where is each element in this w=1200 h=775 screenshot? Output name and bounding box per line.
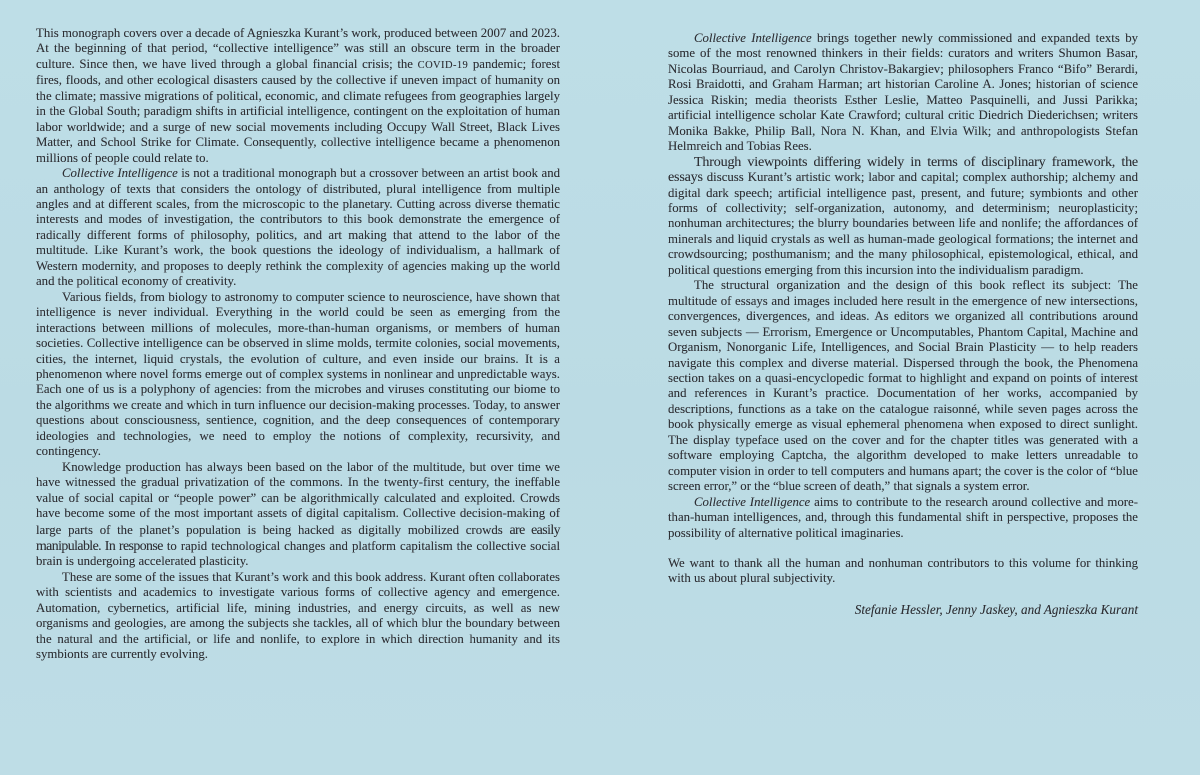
text-run: The structural organization and the design of this book reflect its subject: The multitude of essays and images included here result in the emergence of new intersections, convergences, divergences, and ideas. As editors we organized all contributions around seven subjects — Errorism, Emergence or Uncomputables, Phantom Capital, Machine and Organism, Nonorganic Life, Intelligences, and Social Brain Plasticity — to help readers navigate this complex and diverse material. Dispersed through the book, the Phenomena section takes on a quasi-encyclopedic format to highlight and expand on points of interest and references in Kurant’s practice. Documentation of her works, accompanied by descriptions, functions as a take on the catalogue raisonné, while seven pages across the book physically emerge as visual ephemeral phenomena when exposed to direct sunlight. The display typeface used on the cover and for the chapter titles was generated with a software employing Captcha, the algorithm developed to make letters unreadable to computer vision in order to tell computers and humans apart; the cover is the color of “blue screen error,” or the “blue screen of death,” that signals a system error.	[668, 278, 1138, 494]
text-run: This monograph covers over a decade of Agnieszka Kurant’s work, produced between 2007 and 2023. At the beginning of that period, “collective intelligence” was still an obscure term in the broader culture. Since then, we have lived through a global financial crisis; the	[36, 26, 560, 71]
paragraph-knowledge-production	[36, 460, 560, 570]
paragraph-kurant-issues	[36, 570, 560, 663]
paragraph-various-fields	[36, 290, 560, 460]
text-run: discuss Kurant’s artistic work; labor and capital; complex authorship; alchemy and digital dark speech; artificial intelligence past, present, and future; symbionts and other forms of collectivity; self-organization, autonomy, and determinism; neuroplasticity; nonhuman architectures; the blurry boundaries between life and nonlife; the affordances of minerals and liquid crystals as well as human-made geological formations; the internet and crowdsourcing; posthumanism; and the many philosophical, epistemological, ethical, and political questions emerging from this incursion into the individualism paradigm.	[668, 170, 1138, 277]
text-run-distorted: Through viewpoints differing widely in terms of disciplinary framework, the essays	[668, 153, 1138, 186]
text-run: is not a traditional monograph but a crossover between an artist book and an anthology of texts that considers the ontology of distributed, plural intelligence from multiple angles and at different scales, from the microscopic to the planetary. Cutting across diverse thematic interests and modes of investigation, the contributors to this book demonstrate the emergence of radically different forms of philosophy, politics, and art making that attend to the labor of the multitude. Like Kurant’s work, the book questions the ideology of individualism, a hallmark of Western modernity, and proposes to deeply rethink the complexity of agencies making up the world and the political economy of creativity.	[36, 166, 560, 289]
text-run: pandemic; forest fires, floods, and other ecological disasters caused by the collective if uneven impact of humanity on the climate; massive migrations of political, economic, and climate refugees from geographies largely in the Global South; paradigm shifts in artificial intelligence, contingent on the exploitation of human labor worldwide; and a surge of new social movements including Occupy Wall Street, Black Lives Matter, and School Strike for Climate. Consequently, collective intelligence became a phenomenon millions of people could relate to.	[36, 56, 560, 165]
text-run: We want to thank all the human and nonhuman contributors to this volume for thinking with us about plural subjectivity.	[668, 555, 1138, 586]
text-run: to rapid technological changes and platform capitalism the collective social brain is undergoing accelerated plasticity.	[36, 538, 560, 569]
paragraph-aims	[668, 495, 1138, 541]
text-run: Knowledge production has always been based on the labor of the multitude, but over time we have witnessed the gradual privatization of the commons. In the twenty-first century, the ineffable value of social capital or “people power” can be algorithmically calculated and exploited. Crowds have become some of the most important assets of digital capitalism. Collective decision-making of large parts of the planet’s population is being hacked as digitally mobilized crowds	[36, 459, 560, 537]
text-run: Various fields, from biology to astronomy to computer science to neuroscience, have shown that intelligence is never individual. Everything in the world could be seen as emerging from the interactions between millions of molecules, more-than-human organisms, or members of human societies. Collective intelligence can be observed in slime molds, termite colonies, social movements, cities, the internet, liquid crystals, the evolution of culture, and even inside our brains. It is a phenomenon where novel forms emerge out of complex systems in nonlinear and unpredictable ways. Each one of us is a polyphony of agencies: from the microbes and viruses constituting our biome to the algorithms we create and which in turn influence our decision-making processes. Today, to answer questions about consciousness, sentience, cognition, and the deep consequences of contemporary ideologies and technologies, we need to employ the notions of complexity, recursivity, and contingency.	[36, 289, 560, 459]
text-run: aims to contribute to the research around collective and more-than-human intelligences, and, through this fundamental shift in perspective, proposes the possibility of alternative political imaginaries.	[668, 494, 1138, 540]
book-title-italic: Collective Intelligence	[694, 494, 811, 509]
paragraph-structure-design	[668, 278, 1138, 494]
left-page	[36, 26, 560, 663]
book-title-italic: Collective Intelligence	[62, 166, 178, 181]
paragraph-acknowledgment	[668, 556, 1138, 587]
paragraph-book-description	[36, 166, 560, 290]
right-page	[668, 31, 1138, 617]
editors-signature: Stefanie Hessler, Jenny Jaskey, and Agnieszka Kurant	[854, 601, 1138, 617]
text-run-smallcaps: COVID-19	[417, 59, 469, 71]
text-run: brings together newly commissioned and expanded texts by some of the most renowned thinkers in their fields: curators and writers Shumon Basar, Nicolas Bourriaud, and Carolyn Christov-Bakargiev; philosophers Franco “Bifo” Berardi, Rosi Braidotti, and Graham Harman; art historian Caroline A. Jones; historian of science Jessica Riskin; media theorists Esther Leslie, Matteo Pasquinelli, and Jussi Parikka; artificial intelligence scholar Kate Crawford; cultural critic Diedrich Diederichsen; writers Monika Bakke, Philip Ball, Nora N. Khan, and Elvia Wilk; and anthropologists Stefan Helmreich and Tobias Rees.	[668, 31, 1138, 154]
paragraph-viewpoints	[668, 155, 1138, 279]
text-run: These are some of the issues that Kurant’s work and this book address. Kurant often collaborates with scientists and academics to investigate various forms of collective agency and emergence. Automation, cybernetics, artificial life, mining industries, and energy circuits, as well as new organisms and geologies, are among the subjects she tackles, all of which blur the boundary between the natural and the artificial, or life and nonlife, to explore in which direction humanity and its symbionts are currently evolving.	[36, 569, 560, 662]
paragraph-intro	[36, 26, 560, 166]
paragraph-contributors	[668, 31, 1138, 155]
book-title-italic: Collective Intelligence	[694, 31, 812, 45]
text-run-distorted: are easily manipulable. In response	[36, 521, 560, 553]
